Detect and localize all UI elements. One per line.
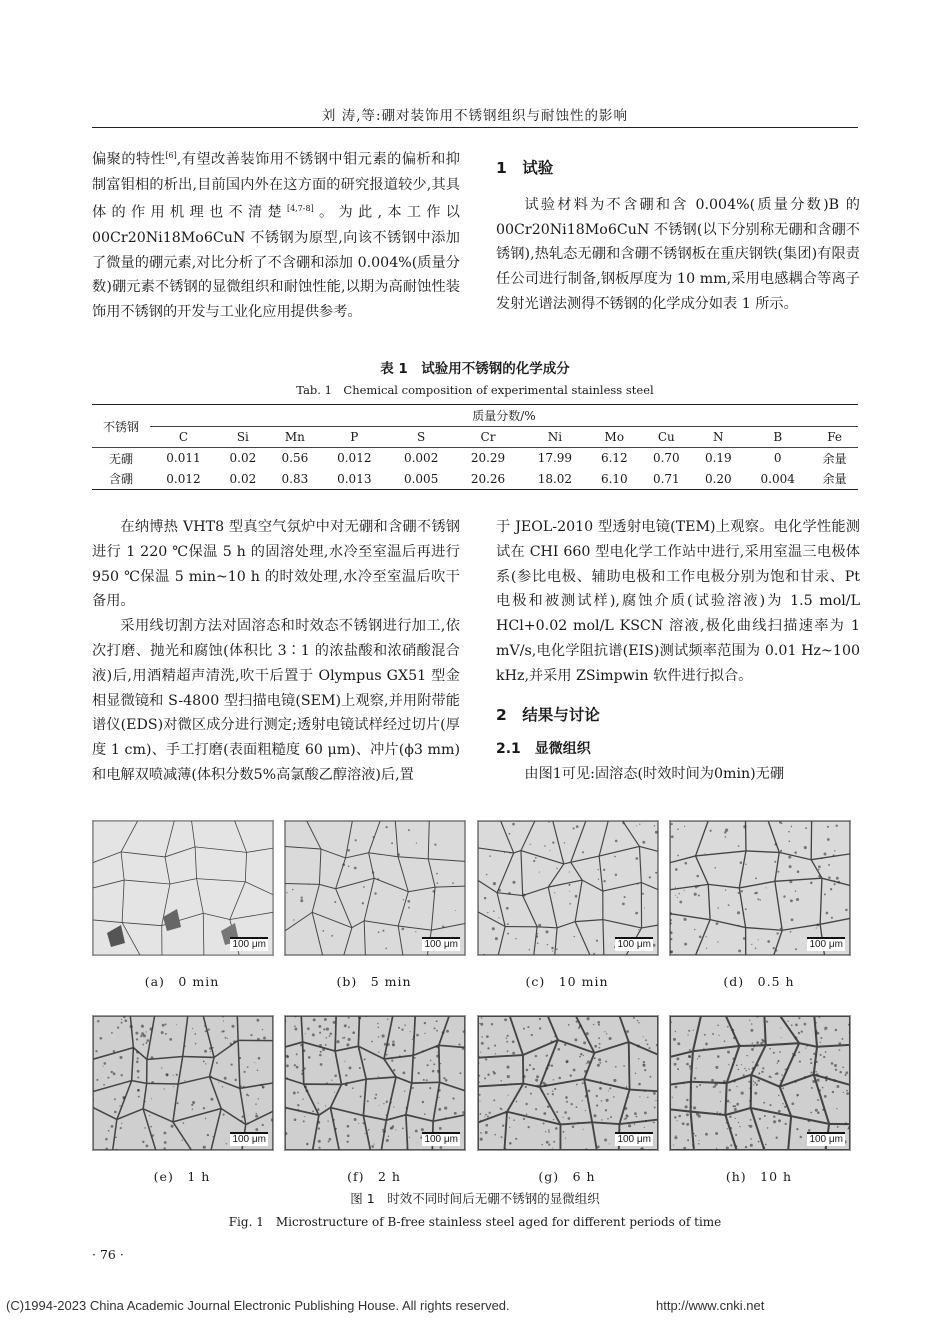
- micrograph-panel: [92, 1015, 274, 1151]
- table-cell: 0.20: [692, 469, 744, 490]
- micrograph-panel: [669, 1015, 851, 1151]
- col-header: N: [692, 426, 744, 448]
- section-2-heading: 2 结果与讨论: [496, 705, 600, 724]
- table-cell: 余量: [822, 451, 847, 466]
- intro-text: 偏聚的特性: [92, 151, 166, 168]
- scale-bar: 100 μm: [424, 1134, 458, 1145]
- table-cell: 0: [773, 451, 782, 466]
- col-header: Mn: [269, 426, 321, 448]
- citation: [6]: [165, 151, 177, 160]
- specimen-prep-paragraph: 采用线切割方法对固溶态和时效态不锈钢进行加工,依次打磨、抛光和腐蚀(体积比 3∶1 的浓盐酸和浓硝酸混合液)后,用酒精超声清洗,吹干后置于 Olympus GX51 型金相显微镜和 S-4800 型扫描电镜(SEM)上观察,并用附带能谱仪(EDS)对微区成分进行测定;透射电镜试样经过切片(厚度 1 cm)、手工打磨(表面粗糙度 60 μm)、冲片(ϕ3 mm)和电解双喷减薄(体积分数5%高氯酸乙醇溶液)后,置: [92, 618, 460, 783]
- page-number: · 76 ·: [92, 1247, 124, 1262]
- panel-label: (g) 6 h: [538, 1169, 596, 1184]
- micrograph-panel: [477, 820, 659, 956]
- table-header-row: [92, 405, 858, 427]
- scale-bar: 100 μm: [424, 939, 458, 950]
- figure-caption-en: Fig. 1 Microstructure of B-free stainless steel aged for different periods of time: [228, 1215, 722, 1229]
- micrograph-image: [285, 1016, 465, 1150]
- element-header-row: [92, 426, 858, 448]
- header-rule: [92, 127, 858, 128]
- table-cell: 0.012: [150, 469, 217, 490]
- micrograph-image: [670, 1016, 850, 1150]
- scale-bar: 100 μm: [809, 1134, 843, 1145]
- scale-bar: 100 μm: [617, 1134, 651, 1145]
- row-name: 无硼: [108, 451, 133, 466]
- col-header: P: [321, 426, 388, 448]
- panel-label: (e) 1 h: [153, 1169, 211, 1184]
- table-cell: 0.013: [321, 469, 388, 490]
- intro-text-3: 。为此,本工作以 00Cr20Ni18Mo6CuN 不锈钢为原型,向该不锈钢中添加了微量的硼元素,对比分析了不含硼和添加 0.004%(质量分数)硼元素不锈钢的显微组织和耐蚀性能,以期为高耐蚀性装饰用不锈钢的开发与工业化应用提供参考。: [92, 205, 460, 321]
- col-header: Ni: [521, 426, 588, 448]
- table-cell: 0.70: [652, 451, 680, 466]
- micrograph-panel: [284, 1015, 466, 1151]
- table-cell: 0.02: [229, 451, 257, 466]
- col-header: Cr: [455, 426, 522, 448]
- intro-text-2: ,有望改善装饰用不锈钢中钼元素的偏析和抑制富钼相的析出,目前国内外在这方面的研究报道较少,其具体的作用机理也不清楚: [92, 151, 460, 222]
- table-cell: 20.26: [455, 469, 522, 490]
- cnki-url[interactable]: http://www.cnki.net: [656, 1298, 765, 1313]
- micrograph-image: [93, 1016, 273, 1150]
- panel-label: (h) 10 h: [725, 1169, 793, 1184]
- left-intro-paragraph: [92, 144, 460, 325]
- panel-label: (a) 0 min: [144, 974, 220, 989]
- micrograph-image: [670, 821, 850, 955]
- col-header: Fe: [811, 426, 858, 448]
- col-header: S: [388, 426, 455, 448]
- scale-bar: 100 μm: [809, 939, 843, 950]
- micrograph-panel: [669, 820, 851, 956]
- section-1: [496, 156, 860, 317]
- section-2-1-heading: 2.1 显微组织: [496, 741, 591, 758]
- table-cell: 0.012: [337, 451, 372, 466]
- figure-caption-cn: 图 1 时效不同时间后无硼不锈钢的显微组织: [350, 1191, 600, 1206]
- table-cell: 6.12: [600, 451, 628, 466]
- table-caption-en: Tab. 1 Chemical composition of experimental stainless steel: [296, 383, 654, 397]
- scale-bar: 100 μm: [232, 1134, 266, 1145]
- heat-treatment-paragraph: 在纳博热 VHT8 型真空气氛炉中对无硼和含硼不锈钢进行 1 220 ℃保温 5 h 的固溶处理,水冷至室温后再进行 950 ℃保温 5 min~10 h 的时效处理,水冷至室温后吹干备用。: [92, 519, 460, 610]
- table-cell: 0.011: [166, 451, 201, 466]
- panel-label: (d) 0.5 h: [723, 974, 795, 989]
- electrochem-paragraph: 于 JEOL-2010 型透射电镜(TEM)上观察。电化学性能测试在 CHI 660 型电化学工作站中进行,采用室温三电极体系(参比电极、辅助电极和工作电极分别为饱和甘汞、Pt 电极和被测试样),腐蚀介质(试验溶液)为 1.5 mol/L HCl+0.02 mol/L KSCN 溶液,极化曲线扫描速率为 1 mV/s,电化学阻抗谱(EIS)测试频率范围为 0.01 Hz~100 kHz,并采用 ZSimpwin 软件进行拟合。: [496, 519, 860, 684]
- right-body: [496, 515, 860, 787]
- running-title: 刘 涛,等:硼对装饰用不锈钢组织与耐蚀性的影响: [321, 108, 629, 124]
- col-header: Si: [217, 426, 269, 448]
- results-paragraph: 由图1可见:固溶态(时效时间为0min)无硼: [524, 766, 785, 783]
- micrograph-image: [478, 1016, 658, 1150]
- panel-label: (f) 2 h: [347, 1169, 401, 1184]
- table-cell: 余量: [811, 469, 858, 490]
- micrograph-image: [93, 821, 273, 955]
- col-header: C: [150, 426, 217, 448]
- table-cell: 0.02: [217, 469, 269, 490]
- table-cell: 6.10: [588, 469, 640, 490]
- copyright-notice: (C)1994-2023 China Academic Journal Electronic Publishing House. All rights reserved.: [6, 1298, 510, 1313]
- row-name: 含硼: [92, 469, 150, 490]
- citation: [4,7-8]: [286, 204, 314, 214]
- table-caption-cn: 表 1 试验用不锈钢的化学成分: [380, 361, 570, 377]
- table-row: [92, 469, 858, 490]
- micrograph-panel: [92, 820, 274, 956]
- section-1-heading: 1 试验: [496, 159, 554, 177]
- table-cell: 0.19: [704, 451, 732, 466]
- table-cell: 20.29: [470, 451, 506, 466]
- micrograph-panel: [284, 820, 466, 956]
- table-cell: 0.71: [640, 469, 692, 490]
- col-header: Cu: [640, 426, 692, 448]
- micrograph-image: [285, 821, 465, 955]
- col-header: B: [744, 426, 811, 448]
- table-cell: 0.004: [744, 469, 811, 490]
- chemical-composition-table: [92, 404, 858, 490]
- panel-label: (b) 5 min: [336, 974, 412, 989]
- micrograph-panel: [477, 1015, 659, 1151]
- left-body: [92, 515, 460, 788]
- table-cell: 0.83: [269, 469, 321, 490]
- scale-bar: 100 μm: [617, 939, 651, 950]
- row-header-cell: 不锈钢: [92, 405, 150, 448]
- micrograph-image: [478, 821, 658, 955]
- table-cell: 0.005: [388, 469, 455, 490]
- table-cell: 18.02: [521, 469, 588, 490]
- panel-label: (c) 10 min: [525, 974, 609, 989]
- table-cell: 17.99: [537, 451, 573, 466]
- col-header: Mo: [588, 426, 640, 448]
- table-row: [92, 448, 858, 469]
- table-cell: 0.002: [403, 451, 439, 466]
- scale-bar: 100 μm: [232, 939, 266, 950]
- group-header-cell: 质量分数/%: [150, 405, 858, 427]
- section-1-paragraph: 试验材料为不含硼和含 0.004%(质量分数)B 的 00Cr20Ni18Mo6CuN 不锈钢(以下分别称无硼和含硼不锈钢),热轧态无硼和含硼不锈钢板在重庆钢铁(集团)有限责任公司进行制备,钢板厚度为 10 mm,采用电感耦合等离子发射光谱法测得不锈钢的化学成分如表 1 所示。: [496, 196, 860, 312]
- table-cell: 0.56: [281, 451, 309, 466]
